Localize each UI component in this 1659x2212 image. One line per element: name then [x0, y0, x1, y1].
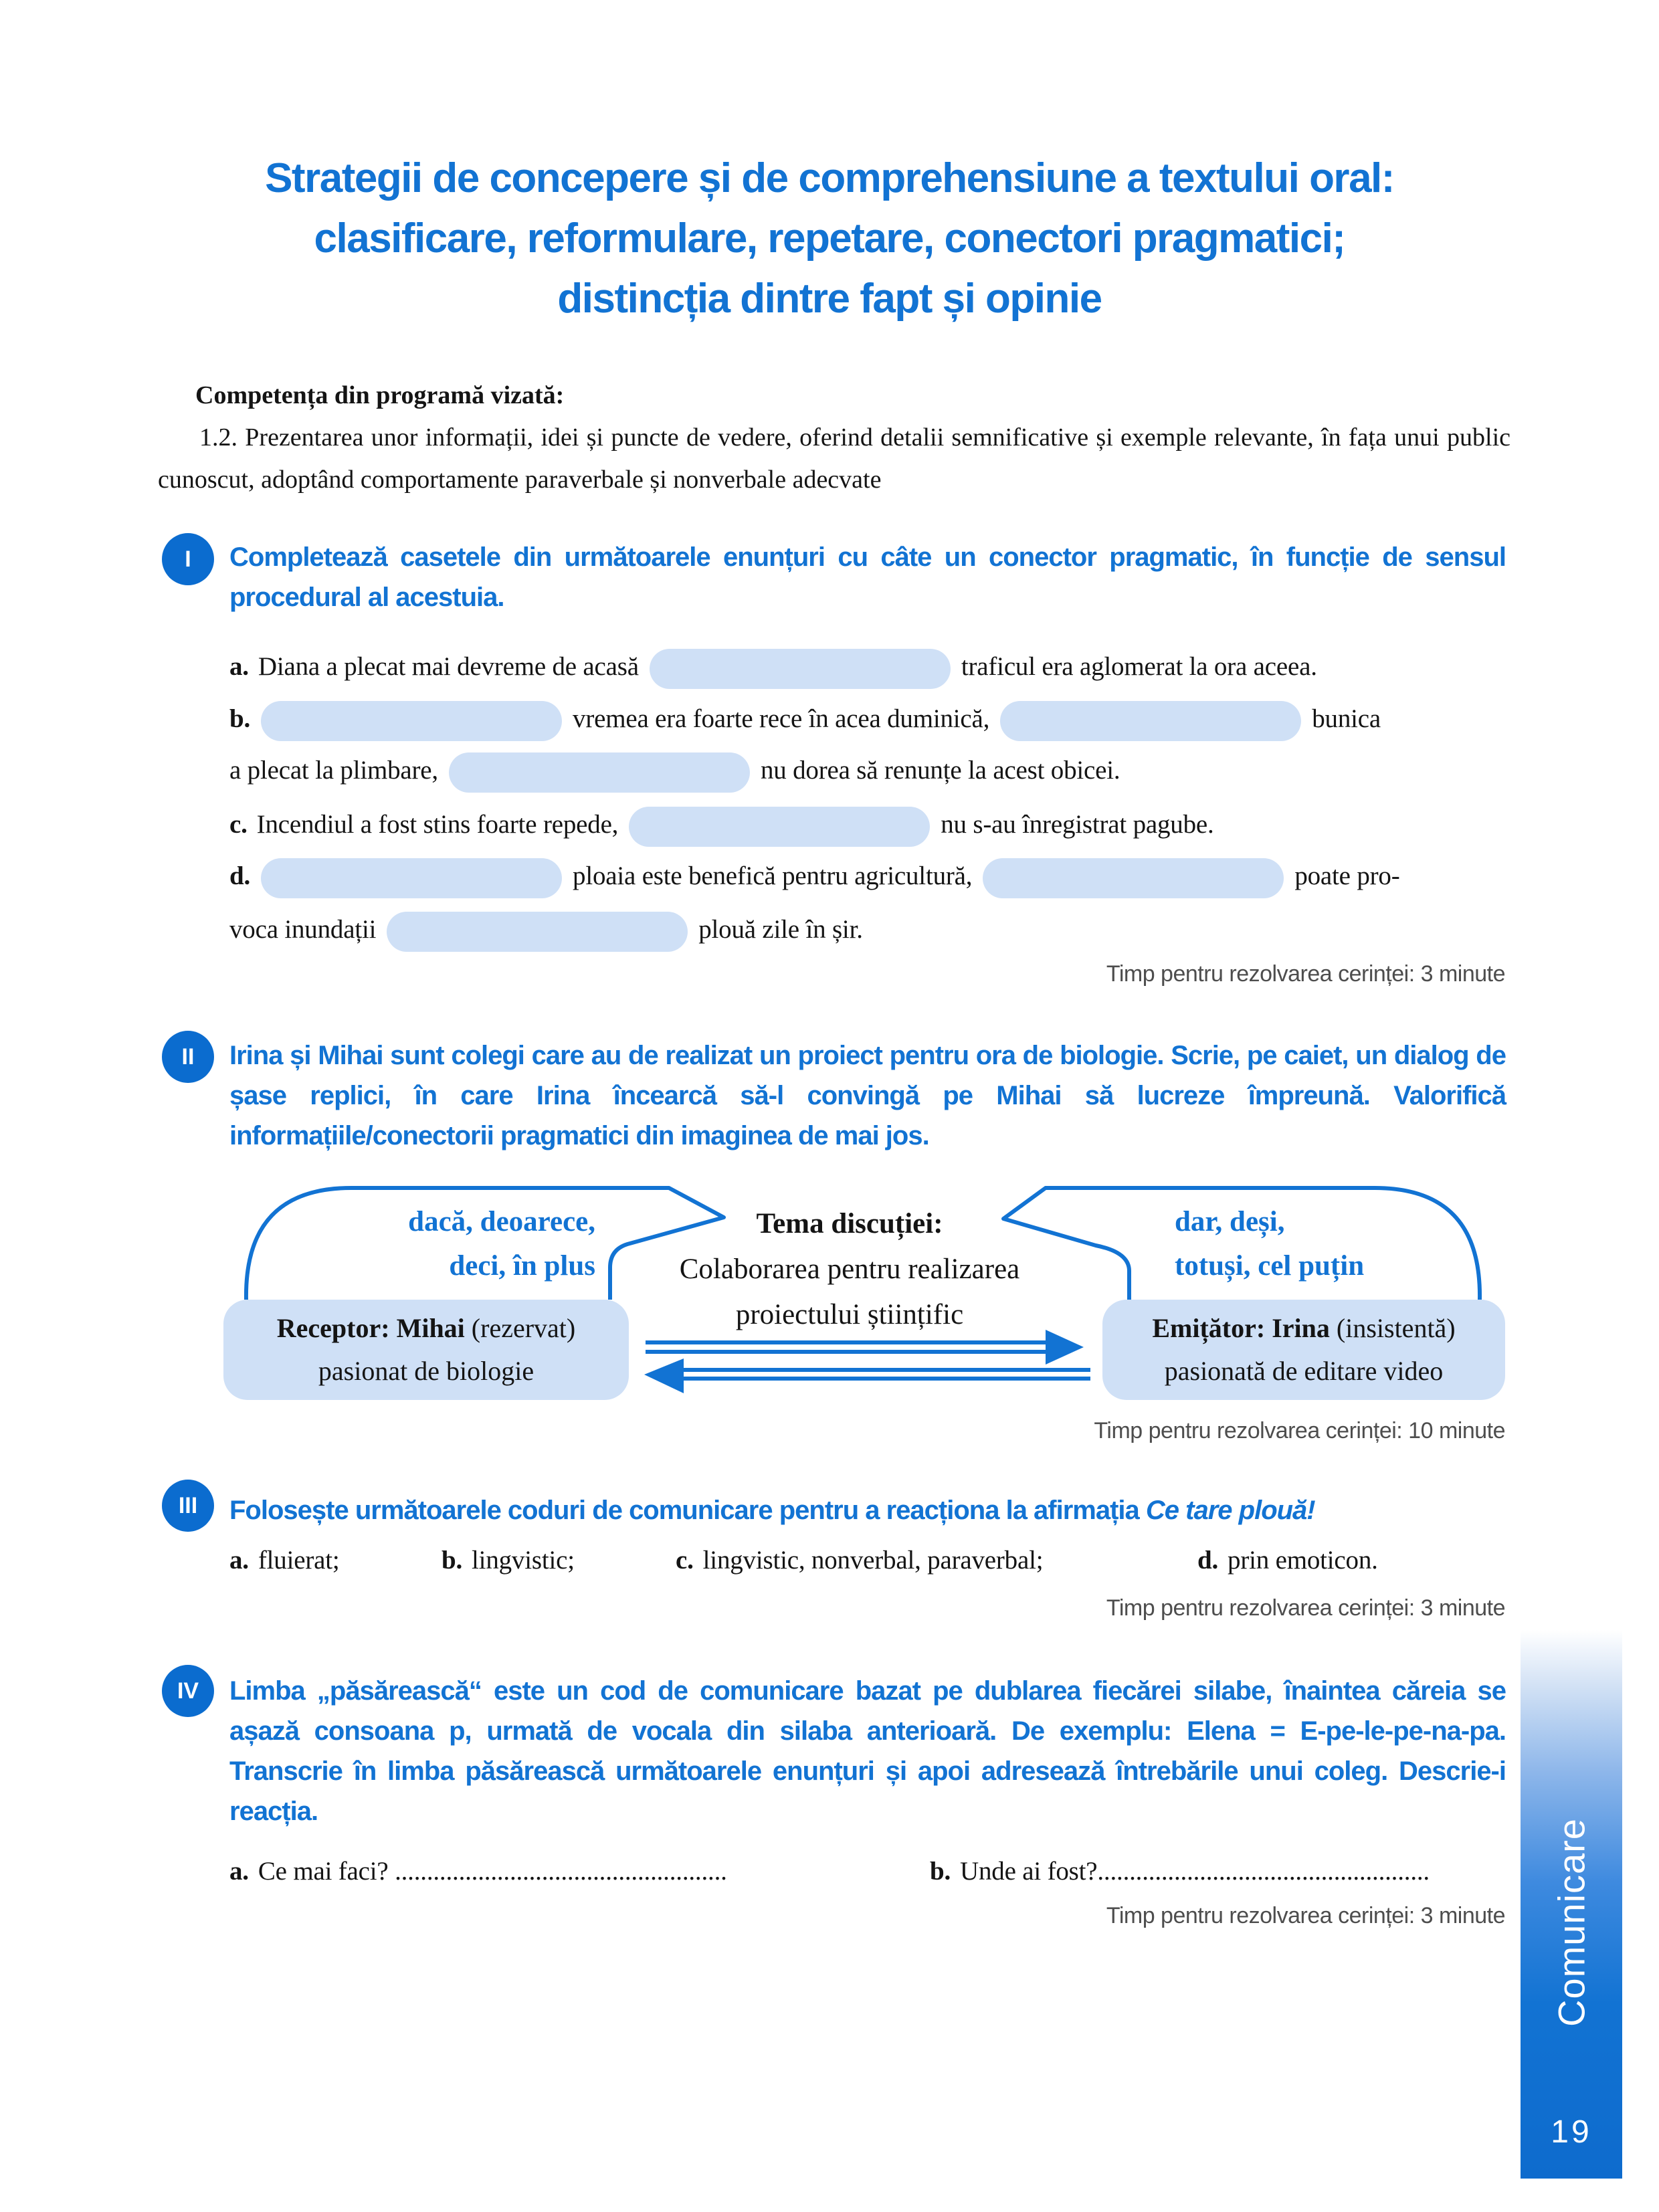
item-text: prin emoticon.	[1228, 1546, 1378, 1575]
right-bubble-line-2: totuși, cel puțin	[1175, 1250, 1365, 1282]
connector-answer-box	[983, 858, 1284, 898]
emitator-name: Emițător: Irina	[1152, 1313, 1330, 1343]
item-label: d.	[1197, 1546, 1219, 1575]
section-sidebar	[1521, 1630, 1622, 2179]
item-text: lingvistic, nonverbal, paraverbal;	[702, 1546, 1044, 1575]
discussion-topic-line-1: Colaborarea pentru realizarea	[679, 1253, 1020, 1285]
page-number: 19	[1551, 2114, 1592, 2150]
connector-answer-box	[387, 912, 688, 952]
exercise-4-heading: Limba „păsărească“ este un cod de comunicare bazat pe dublarea fiecărei silabe, înaintea căreia se așază consoana p, urmată de vocala din silaba anterioară. De exemplu: Elena = E-pe-le-pe-na-pa. Transcrie în limba păsărească următoarele enunțuri și apoi adresează întrebările unui coleg. Descrie-i reacția.	[229, 1676, 1506, 1826]
discussion-topic-heading: Tema discuției:	[756, 1208, 943, 1239]
connector-answer-box	[650, 649, 951, 689]
exercise-1-heading: Completează casetele din următoarele enunțuri cu câte un conector pragmatic, în funcție de sensul procedural al acestuia.	[229, 542, 1506, 612]
competence-heading: Competența din programă vizată:	[195, 381, 565, 409]
emitator-line-2: pasionată de editare video	[1164, 1356, 1444, 1386]
item-text: Unde ai fost?....................................................	[960, 1857, 1430, 1886]
receptor-name: Receptor: Mihai	[276, 1313, 465, 1343]
item-label: a.	[229, 652, 249, 681]
exercise-2-heading: Irina și Mihai sunt colegi care au de realizat un proiect pentru ora de biologie. Scrie, pe caiet, un dialog de șase replici, în care Irina încearcă să-l convingă pe Mihai să lucreze împreună. Valorifică informațiile/conectorii pragmatici din imaginea de mai jos.	[229, 1041, 1506, 1150]
exercise-3-numeral-badge	[162, 1480, 214, 1532]
item-text: ploaia este benefică pentru agricultură,	[573, 862, 973, 890]
exercise-3-item-a	[229, 1545, 340, 1575]
receptor-attribute: (rezervat)	[464, 1313, 576, 1343]
left-bubble-connectors	[281, 1200, 595, 1288]
item-text: a plecat la plimbare,	[229, 756, 438, 785]
receptor-line-2: pasionat de biologie	[318, 1356, 534, 1386]
item-text: bunica	[1312, 704, 1381, 733]
exercise-3-heading	[229, 1490, 1506, 1530]
left-bubble-line-1: dacă, deoarece,	[408, 1206, 595, 1237]
item-label: c.	[229, 810, 248, 839]
exercise-3-heading-quote: Ce tare plouă!	[1145, 1496, 1315, 1525]
exercise-1-item-d-line-2	[229, 904, 1541, 955]
exercise-1-item-a	[229, 641, 1541, 692]
emitator-attribute: (insistentă)	[1329, 1313, 1456, 1343]
item-text: lingvistic;	[472, 1546, 575, 1575]
emitator-line-1	[1102, 1307, 1505, 1350]
exercise-3-item-d	[1197, 1545, 1378, 1575]
item-text: vremea era foarte rece în acea duminică,	[573, 704, 990, 733]
connector-answer-box	[261, 858, 562, 898]
item-label: c.	[676, 1546, 694, 1575]
arrow-left-icon	[644, 1359, 1090, 1393]
item-label: b.	[229, 704, 251, 733]
exercise-1-numeral-badge	[162, 533, 214, 585]
section-label: Comunicare	[1550, 1818, 1593, 2027]
exercise-2-timer: Timp pentru rezolvarea cerinței: 10 minute	[1094, 1418, 1505, 1443]
exercise-4-timer: Timp pentru rezolvarea cerinței: 3 minute	[1106, 1903, 1505, 1928]
exercise-3-timer: Timp pentru rezolvarea cerinței: 3 minute	[1106, 1595, 1505, 1621]
exercise-1-numeral: I	[185, 546, 191, 572]
item-text: nu s-au înregistrat pagube.	[941, 810, 1214, 839]
receptor-line-1	[223, 1307, 629, 1350]
exercise-4-numeral-badge	[162, 1665, 214, 1717]
discussion-topic	[622, 1201, 1077, 1338]
item-text: plouă zile în șir.	[698, 915, 863, 944]
connector-answer-box	[261, 701, 562, 741]
discussion-topic-line-2: proiectului științific	[735, 1299, 964, 1330]
connector-answer-box	[629, 807, 930, 847]
page-title-line-1: Strategii de concepere și de comprehensiune a textului oral:	[265, 155, 1394, 201]
item-text: Incendiul a fost stins foarte repede,	[256, 810, 619, 839]
receptor-box	[223, 1300, 629, 1400]
competence-block	[158, 375, 1510, 501]
exercise-2-numeral-badge	[162, 1031, 214, 1083]
exercise-1-timer: Timp pentru rezolvarea cerinței: 3 minute	[1106, 961, 1505, 987]
exercise-4-numeral: IV	[177, 1678, 199, 1704]
right-bubble-connectors	[1175, 1200, 1496, 1288]
page-title-line-3: distincția dintre fapt și opinie	[557, 276, 1102, 322]
right-bubble-line-1: dar, deși,	[1175, 1206, 1285, 1237]
exercise-1-item-b-line-1	[229, 694, 1541, 744]
item-text: nu dorea să renunțe la acest obicei.	[760, 756, 1120, 785]
item-text: Ce mai faci? ....................................................	[258, 1857, 727, 1886]
exercise-1-item-b-line-2	[229, 745, 1541, 796]
item-label: b.	[442, 1546, 463, 1575]
competence-paragraph: 1.2. Prezentarea unor informații, idei și puncte de vedere, oferind detalii semnificative și exemple relevante, în fața unui public cunoscut, adoptând comportamente paraverbale și nonverbale adecvate	[158, 423, 1510, 494]
left-bubble-line-2: deci, în plus	[449, 1250, 595, 1282]
exercise-3-item-b	[442, 1545, 575, 1575]
exercise-1-item-c	[229, 799, 1541, 850]
exercise-3-numeral: III	[178, 1492, 198, 1518]
emitator-box	[1102, 1300, 1505, 1400]
connector-answer-box	[1000, 701, 1301, 741]
exercise-3-item-c	[676, 1545, 1043, 1575]
item-label: a.	[229, 1546, 249, 1575]
exercise-3-heading-text: Folosește următoarele coduri de comunicare pentru a reacționa la afirmația	[229, 1496, 1146, 1525]
item-text: Diana a plecat mai devreme de acasă	[258, 652, 639, 681]
item-label: d.	[229, 862, 251, 890]
item-text: traficul era aglomerat la ora aceea.	[961, 652, 1317, 681]
exercise-2-numeral: II	[181, 1043, 195, 1070]
exercise-4-item-a	[229, 1856, 727, 1886]
item-text: fluierat;	[258, 1546, 340, 1575]
page-title-line-2: clasificare, reformulare, repetare, conectori pragmatici;	[314, 215, 1345, 262]
exercise-1-item-d-line-1	[229, 851, 1541, 902]
connector-answer-box	[449, 752, 750, 793]
item-text: poate pro-	[1294, 862, 1400, 890]
exercise-4-item-b	[930, 1856, 1430, 1886]
item-label: a.	[229, 1857, 249, 1886]
item-text: voca inundații	[229, 915, 377, 944]
page-title	[154, 148, 1505, 329]
item-label: b.	[930, 1857, 951, 1886]
